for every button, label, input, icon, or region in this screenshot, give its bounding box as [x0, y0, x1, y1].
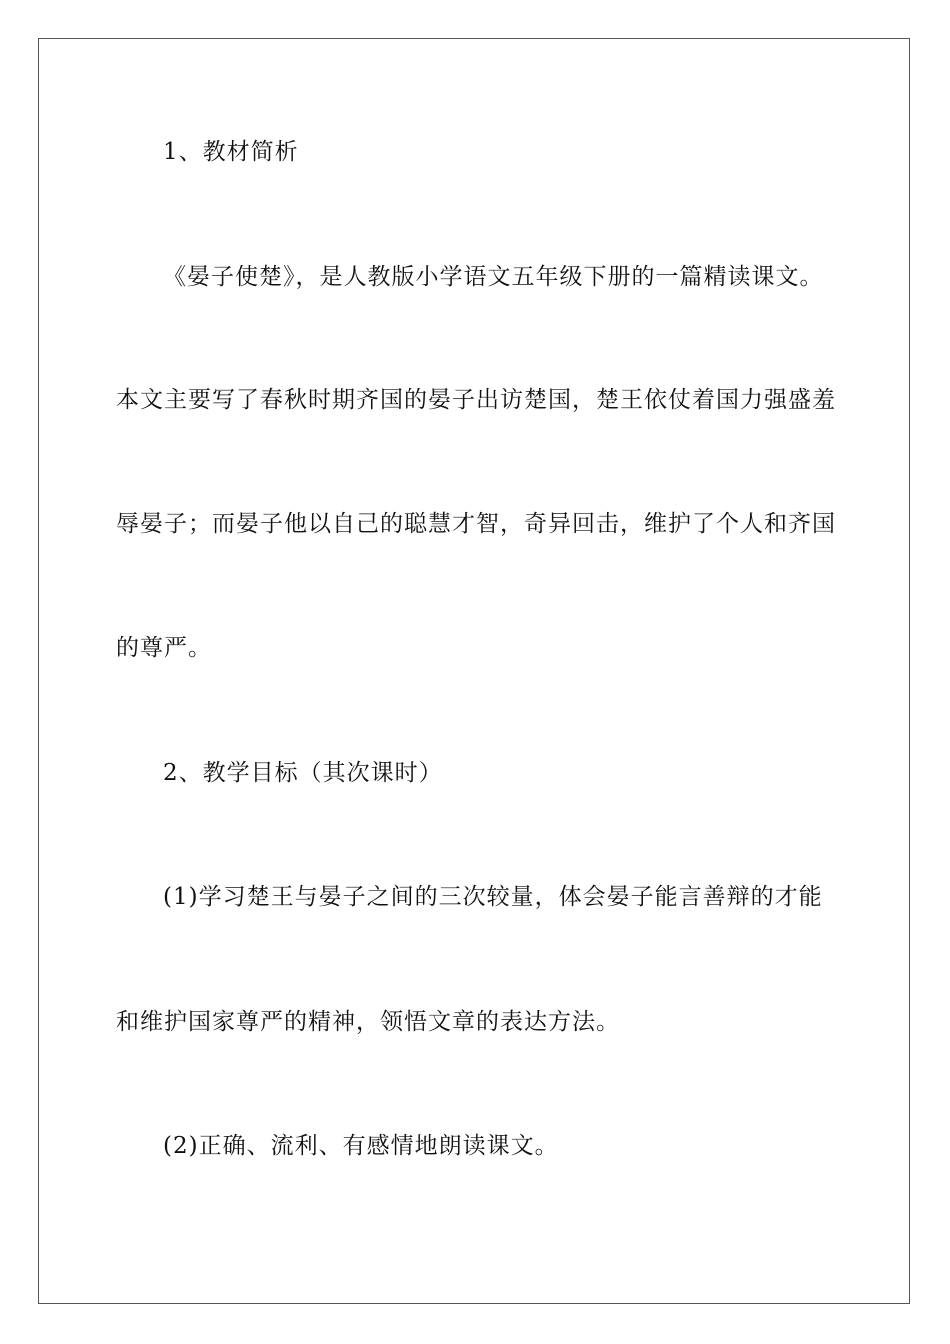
paragraph-line: 的尊严。 [116, 635, 212, 661]
paragraph-line: 和维护国家尊严的精神，领悟文章的表达方法。 [116, 1009, 620, 1035]
paragraph-line: (2)正确、流利、有感情地朗读课文。 [163, 1133, 559, 1159]
page-border [38, 38, 910, 1304]
paragraph-line: 辱晏子；而晏子他以自己的聪慧才智，奇异回击，维护了个人和齐国 [116, 511, 836, 537]
paragraph-line: 本文主要写了春秋时期齐国的晏子出访楚国，楚王依仗着国力强盛羞 [116, 387, 836, 413]
section-heading-textbook-analysis: 1、教材简析 [163, 139, 299, 165]
paragraph-line: 《晏子使楚》，是人教版小学语文五年级下册的一篇精读课文。 [163, 264, 824, 290]
section-heading-teaching-goals: 2、教学目标（其次课时） [163, 760, 443, 786]
paragraph-line: (1)学习楚王与晏子之间的三次较量，体会晏子能言善辩的才能 [163, 884, 823, 910]
